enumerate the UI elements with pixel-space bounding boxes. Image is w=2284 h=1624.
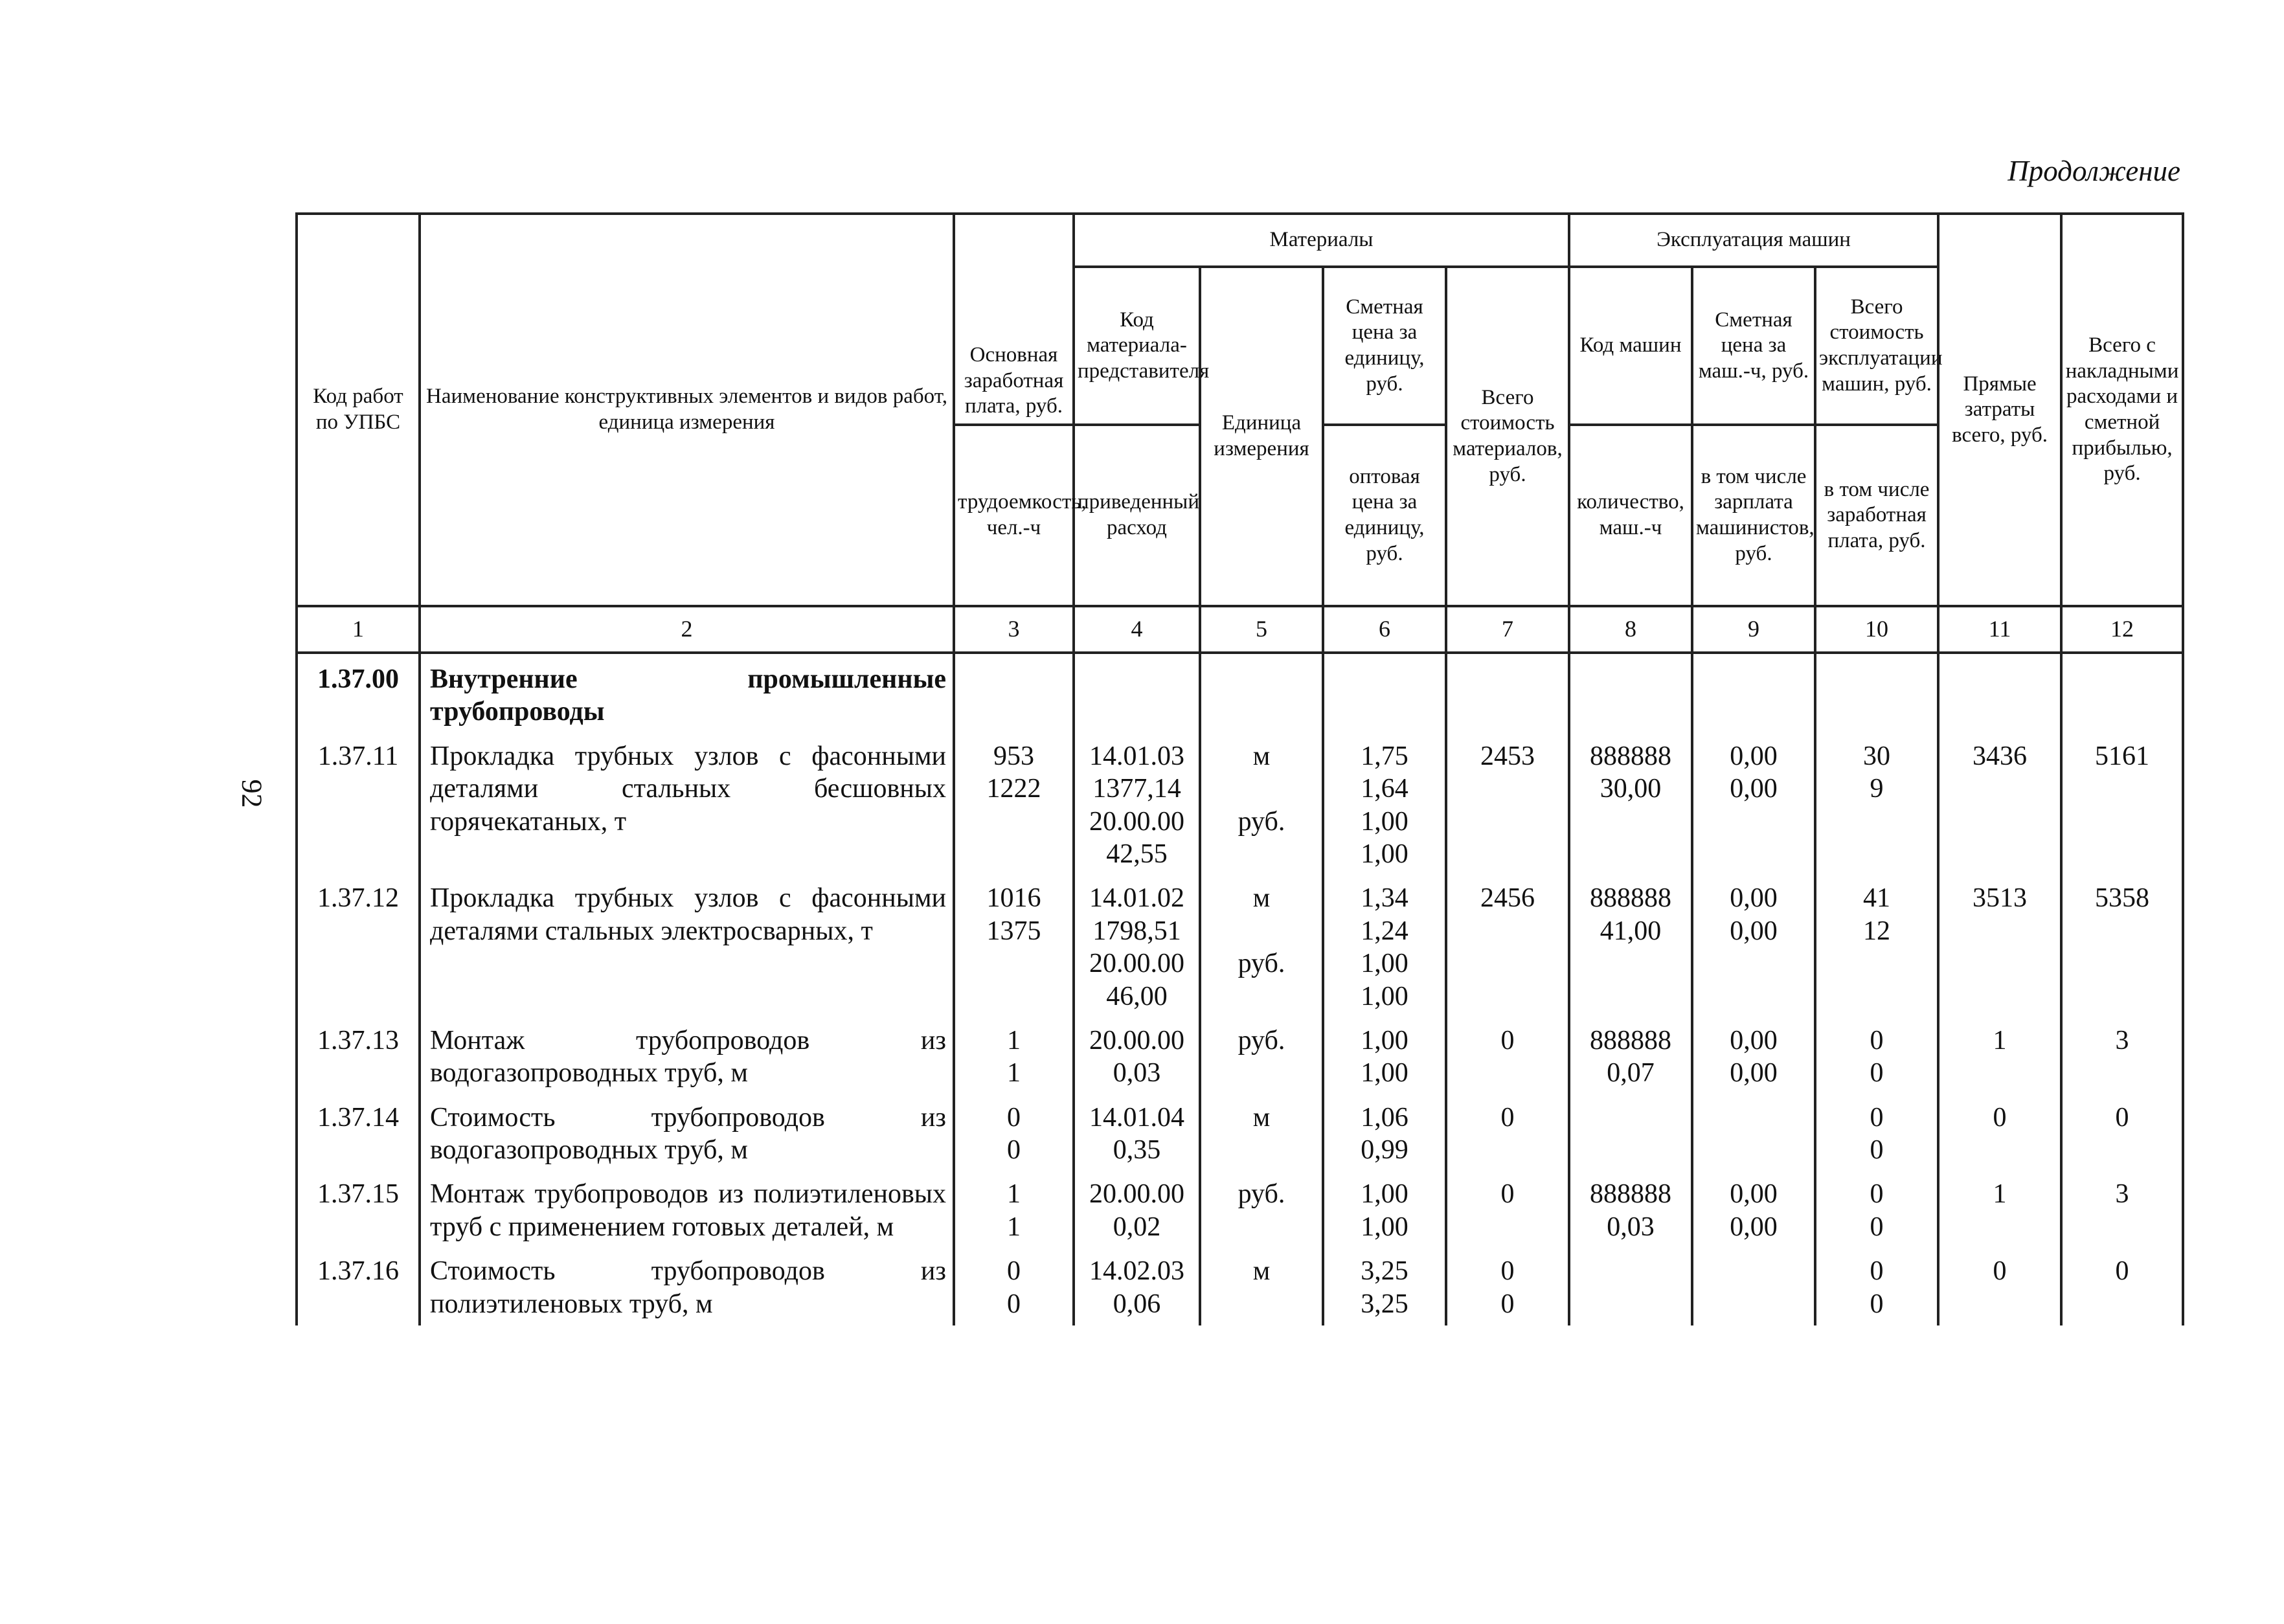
table-body: [297, 653, 2183, 1325]
machine-code-cell: [1569, 875, 1692, 1018]
cell-line: 3,25: [1361, 1256, 1408, 1287]
direct-costs-cell: [1938, 1018, 2061, 1095]
column-number: 11: [1938, 606, 2061, 653]
empty-cell: [1323, 653, 1446, 734]
cell-line: 0: [1500, 1256, 1515, 1287]
cell-line: 1375: [986, 916, 1041, 946]
cell-line: 0: [1007, 1289, 1021, 1319]
total-cell: [2061, 1095, 2183, 1172]
cell-line: 1,00: [1361, 1025, 1408, 1055]
cell-line: 888888: [1590, 1025, 1672, 1055]
header-col-3-top: Основная заработная плата, руб.: [954, 214, 1074, 425]
cell-line: 2453: [1480, 741, 1535, 771]
material-code-cell: [1074, 734, 1200, 876]
wage-labor-cell: [954, 1018, 1074, 1095]
direct-costs-cell: [1938, 734, 2061, 876]
cell-line: 0,00: [1730, 883, 1778, 914]
work-name-cell: Стоимость трубопроводов из полиэтиленовых труб, м: [420, 1248, 954, 1325]
cell-line: 1,00: [1361, 839, 1408, 869]
header-col-5: Единица измерения: [1200, 267, 1323, 606]
table-row: [297, 1248, 2183, 1325]
header-col-7: Всего стоимость материалов, руб.: [1446, 267, 1569, 606]
cell-line: 0: [1007, 1135, 1021, 1166]
cell-line: 0,00: [1730, 1179, 1778, 1210]
empty-cell: [1692, 653, 1815, 734]
header-col-10-top: Всего стоимость эксплуатации машин, руб.: [1815, 267, 1938, 425]
cell-line: 0,00: [1730, 1058, 1778, 1088]
cell-line: 1,00: [1361, 1212, 1408, 1242]
header-col-4-bottom: приведенный расход: [1074, 425, 1200, 606]
total-cell: [2061, 734, 2183, 876]
machine-total-cell: [1815, 734, 1938, 876]
cell-line: 2456: [1480, 883, 1535, 914]
direct-costs-cell: [1938, 1248, 2061, 1325]
cell-line: [1206, 915, 1317, 947]
header-row-numbers: [297, 606, 2183, 653]
material-code-cell: [1074, 1171, 1200, 1248]
cell-line: 0,00: [1730, 741, 1778, 771]
column-number: 1: [297, 606, 420, 653]
cell-line: 1222: [986, 774, 1041, 804]
empty-cell: [1446, 653, 1569, 734]
cell-line: 41,00: [1600, 916, 1662, 946]
wage-labor-cell: [954, 1248, 1074, 1325]
total-cell: [2061, 1018, 2183, 1095]
cell-line: 14.02.03: [1089, 1256, 1184, 1287]
cell-line: 0,03: [1113, 1058, 1161, 1088]
column-number: 5: [1200, 606, 1323, 653]
work-name-cell: Стоимость трубопроводов из водогазопроводных труб, м: [420, 1095, 954, 1172]
cell-line: [1206, 773, 1317, 805]
table-row: [297, 1018, 2183, 1095]
cell-line: 0: [1007, 1256, 1021, 1287]
machine-total-cell: [1815, 1018, 1938, 1095]
column-number: 10: [1815, 606, 1938, 653]
cell-line: 1,00: [1361, 949, 1408, 979]
cell-line: 5358: [2095, 883, 2150, 914]
table-row: [297, 734, 2183, 876]
work-code-cell: 1.37.11: [297, 734, 420, 876]
cell-line: 0: [2115, 1102, 2129, 1133]
unit-cell: [1200, 1248, 1323, 1325]
cell-line: 1: [1007, 1212, 1021, 1242]
cell-line: 0: [1870, 1135, 1884, 1166]
cell-line: 3436: [1973, 741, 2028, 771]
cell-line: 0: [1500, 1102, 1515, 1133]
table-row: [297, 1171, 2183, 1248]
cell-line: 42,55: [1106, 839, 1168, 869]
empty-cell: [1938, 653, 2061, 734]
cell-line: 46,00: [1106, 981, 1168, 1011]
materials-total-cell: [1446, 875, 1569, 1018]
continuation-label: Продолжение: [2007, 155, 2180, 187]
cell-line: 0: [1993, 1102, 2007, 1133]
table-row: [297, 875, 2183, 1018]
header-col-9-top: Сметная цена за маш.-ч, руб.: [1692, 267, 1815, 425]
unit-cell: [1200, 1171, 1323, 1248]
empty-cell: [954, 653, 1074, 734]
section-code: 1.37.00: [297, 653, 420, 734]
cell-line: 0,35: [1113, 1135, 1161, 1166]
price-cell: [1323, 1171, 1446, 1248]
empty-cell: [1569, 653, 1692, 734]
header-col-10-bottom: в том числе заработная плата, руб.: [1815, 425, 1938, 606]
cell-line: 1,24: [1361, 916, 1408, 946]
materials-total-cell: [1446, 1018, 1569, 1095]
machine-price-cell: [1692, 1248, 1815, 1325]
header-col-11: Прямые затраты всего, руб.: [1938, 214, 2061, 606]
cell-line: 3513: [1973, 883, 2028, 914]
material-code-cell: [1074, 1095, 1200, 1172]
machine-price-cell: [1692, 734, 1815, 876]
total-cell: [2061, 875, 2183, 1018]
header-col-8-bottom: количество, маш.-ч: [1569, 425, 1692, 606]
header-col-1: Код работ по УПБС: [297, 214, 420, 606]
cell-line: 0: [1007, 1102, 1021, 1133]
cell-line: 0,00: [1730, 1025, 1778, 1055]
cell-line: 1: [1993, 1025, 2007, 1055]
cell-line: руб.: [1238, 1179, 1285, 1210]
cell-line: м: [1252, 1256, 1271, 1287]
price-cell: [1323, 734, 1446, 876]
machine-price-cell: [1692, 1095, 1815, 1172]
cell-line: 9: [1870, 774, 1884, 804]
machine-total-cell: [1815, 875, 1938, 1018]
price-cell: [1323, 1248, 1446, 1325]
machine-code-cell: [1569, 1095, 1692, 1172]
cell-line: 0: [1870, 1256, 1884, 1287]
cell-line: 0,00: [1730, 916, 1778, 946]
cell-line: 888888: [1590, 741, 1672, 771]
cell-line: 0: [1870, 1289, 1884, 1319]
cell-line: 3: [2115, 1025, 2129, 1055]
column-number: 6: [1323, 606, 1446, 653]
cell-line: 0,03: [1607, 1212, 1655, 1242]
cell-line: 3: [2115, 1179, 2129, 1210]
machine-total-cell: [1815, 1171, 1938, 1248]
header-machines-group: Эксплуатация машин: [1569, 214, 1938, 267]
empty-cell: [1200, 653, 1323, 734]
section-name: Внутренние промышленные трубопроводы: [420, 653, 954, 734]
cell-line: 0,02: [1113, 1212, 1161, 1242]
header-col-2: Наименование конструктивных элементов и видов работ, единица измерения: [420, 214, 954, 606]
column-number: 3: [954, 606, 1074, 653]
cell-line: 1: [1007, 1179, 1021, 1210]
header-col-8-top: Код машин: [1569, 267, 1692, 425]
column-number: 9: [1692, 606, 1815, 653]
cell-line: 1,34: [1361, 883, 1408, 914]
work-code-cell: 1.37.16: [297, 1248, 420, 1325]
work-name-cell: Монтаж трубопроводов из водогазопроводных труб, м: [420, 1018, 954, 1095]
cell-line: м: [1252, 1102, 1271, 1133]
cell-line: 0,06: [1113, 1289, 1161, 1319]
header-col-12: Всего с накладными расходами и сметной прибылью, руб.: [2061, 214, 2183, 606]
machine-code-cell: [1569, 1248, 1692, 1325]
table-row: [297, 1095, 2183, 1172]
price-table: [295, 212, 2184, 1325]
wage-labor-cell: [954, 1171, 1074, 1248]
cell-line: 1: [1007, 1025, 1021, 1055]
cell-line: 0: [1870, 1025, 1884, 1055]
cell-line: 1,00: [1361, 1058, 1408, 1088]
direct-costs-cell: [1938, 875, 2061, 1018]
cell-line: 0: [1500, 1025, 1515, 1055]
cell-line: 20.00.00: [1089, 1179, 1184, 1210]
wage-labor-cell: [954, 734, 1074, 876]
cell-line: 30,00: [1600, 774, 1662, 804]
cell-line: 1016: [986, 883, 1041, 914]
cell-line: 0,00: [1730, 774, 1778, 804]
wage-labor-cell: [954, 1095, 1074, 1172]
cell-line: 20.00.00: [1089, 1025, 1184, 1055]
work-code-cell: 1.37.12: [297, 875, 420, 1018]
cell-line: руб.: [1238, 949, 1285, 979]
unit-cell: [1200, 875, 1323, 1018]
cell-line: 888888: [1590, 883, 1672, 914]
empty-cell: [1815, 653, 1938, 734]
total-cell: [2061, 1171, 2183, 1248]
work-name-cell: Прокладка трубных узлов с фасонными деталями стальных электросварных, т: [420, 875, 954, 1018]
cell-line: 12: [1863, 916, 1891, 946]
cell-line: 14.01.02: [1089, 883, 1184, 914]
materials-total-cell: [1446, 1171, 1569, 1248]
cell-line: руб.: [1238, 806, 1285, 837]
empty-cell: [1074, 653, 1200, 734]
direct-costs-cell: [1938, 1171, 2061, 1248]
cell-line: 14.01.03: [1089, 741, 1184, 771]
materials-total-cell: [1446, 1248, 1569, 1325]
machine-price-cell: [1692, 875, 1815, 1018]
machine-code-cell: [1569, 734, 1692, 876]
cell-line: 953: [993, 741, 1034, 771]
machine-total-cell: [1815, 1095, 1938, 1172]
total-cell: [2061, 1248, 2183, 1325]
cell-line: 1: [1993, 1179, 2007, 1210]
price-cell: [1323, 1095, 1446, 1172]
work-code-cell: 1.37.15: [297, 1171, 420, 1248]
cell-line: 1,64: [1361, 774, 1408, 804]
cell-line: 3,25: [1361, 1289, 1408, 1319]
header-materials-group: Материалы: [1074, 214, 1569, 267]
unit-cell: [1200, 734, 1323, 876]
cell-line: м: [1252, 741, 1271, 771]
machine-price-cell: [1692, 1171, 1815, 1248]
page-number: 92: [236, 779, 268, 808]
materials-total-cell: [1446, 734, 1569, 876]
header-col-6-bottom: оптовая цена за единицу, руб.: [1323, 425, 1446, 606]
column-number: 8: [1569, 606, 1692, 653]
cell-line: 0: [1870, 1102, 1884, 1133]
material-code-cell: [1074, 1248, 1200, 1325]
table-header: [297, 214, 2183, 653]
header-col-9-bottom: в том числе зарплата машинистов, руб.: [1692, 425, 1815, 606]
section-row: [297, 653, 2183, 734]
material-code-cell: [1074, 1018, 1200, 1095]
cell-line: 30: [1863, 741, 1891, 771]
column-number: 7: [1446, 606, 1569, 653]
empty-cell: [2061, 653, 2183, 734]
cell-line: 0: [1870, 1212, 1884, 1242]
cell-line: 20.00.00: [1089, 949, 1184, 979]
price-cell: [1323, 875, 1446, 1018]
cell-line: руб.: [1238, 1025, 1285, 1055]
cell-line: 5161: [2095, 741, 2150, 771]
cell-line: 0: [1993, 1256, 2007, 1287]
materials-total-cell: [1446, 1095, 1569, 1172]
cell-line: 888888: [1590, 1179, 1672, 1210]
header-col-4-top: Код материала-представителя: [1074, 267, 1200, 425]
machine-code-cell: [1569, 1018, 1692, 1095]
cell-line: 0: [2115, 1256, 2129, 1287]
cell-line: [1206, 838, 1317, 870]
cell-line: 1: [1007, 1058, 1021, 1088]
price-cell: [1323, 1018, 1446, 1095]
cell-line: 41: [1863, 883, 1891, 914]
machine-price-cell: [1692, 1018, 1815, 1095]
cell-line: 0: [1500, 1289, 1515, 1319]
unit-cell: [1200, 1095, 1323, 1172]
cell-line: 14.01.04: [1089, 1102, 1184, 1133]
cell-line: 0,99: [1361, 1135, 1408, 1166]
cell-line: м: [1252, 883, 1271, 914]
machine-code-cell: [1569, 1171, 1692, 1248]
column-number: 4: [1074, 606, 1200, 653]
header-col-3-bottom: трудоемкость, чел.-ч: [954, 425, 1074, 606]
cell-line: 0: [1500, 1179, 1515, 1210]
work-code-cell: 1.37.13: [297, 1018, 420, 1095]
cell-line: 1,75: [1361, 741, 1408, 771]
cell-line: 0,00: [1730, 1212, 1778, 1242]
cell-line: 1,06: [1361, 1102, 1408, 1133]
cell-line: 1,00: [1361, 981, 1408, 1011]
wage-labor-cell: [954, 875, 1074, 1018]
cell-line: 1,00: [1361, 1179, 1408, 1210]
work-code-cell: 1.37.14: [297, 1095, 420, 1172]
direct-costs-cell: [1938, 1095, 2061, 1172]
header-row-groups: [297, 214, 2183, 267]
column-number: 12: [2061, 606, 2183, 653]
cell-line: [1206, 980, 1317, 1013]
cell-line: 0,07: [1607, 1058, 1655, 1088]
cell-line: 1,00: [1361, 806, 1408, 837]
cell-line: 1377,14: [1092, 774, 1181, 804]
unit-cell: [1200, 1018, 1323, 1095]
column-number: 2: [420, 606, 954, 653]
work-name-cell: Прокладка трубных узлов с фасонными деталями стальных бесшовных горячекатаных, т: [420, 734, 954, 876]
cell-line: 0: [1870, 1058, 1884, 1088]
machine-total-cell: [1815, 1248, 1938, 1325]
cell-line: 1798,51: [1092, 916, 1181, 946]
cell-line: 20.00.00: [1089, 806, 1184, 837]
cell-line: 0: [1870, 1179, 1884, 1210]
work-name-cell: Монтаж трубопроводов из полиэтиленовых труб с применением готовых деталей, м: [420, 1171, 954, 1248]
header-col-6-top: Сметная цена за единицу, руб.: [1323, 267, 1446, 425]
material-code-cell: [1074, 875, 1200, 1018]
